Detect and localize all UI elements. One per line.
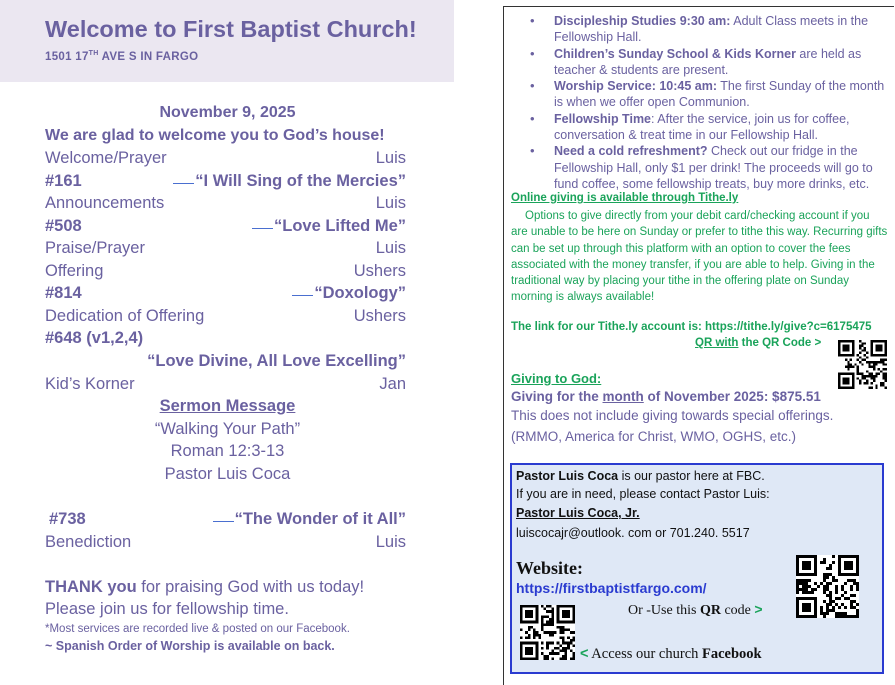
website-label: Website: [516, 558, 583, 578]
website-qr-caption: Or -Use this QR code > [628, 601, 763, 618]
list-item: • Fellowship Time: After the service, join us for coffee, conversation & treat time in our Fellowship Hall. [530, 111, 890, 144]
order-item: Welcome/Prayer Luis [45, 149, 406, 167]
underline-dash [292, 295, 313, 296]
order-item-hymn: #814 “Doxology” [45, 284, 406, 302]
website-link[interactable]: https://firstbaptistfargo.com/ [516, 580, 707, 596]
giving-note-offerings: (RMMO, America for Christ, WMO, OGHS, etc.) [511, 429, 797, 444]
giving-total: Giving for the month of November 2025: $875.51 [511, 389, 821, 404]
sermon-title: “Walking Your Path” [154, 420, 301, 438]
recording-note: *Most services are recorded live & posted on our Facebook. [45, 623, 350, 635]
list-item: • Worship Service: 10:45 am: The first Sunday of the month is when we offer open Communion. [530, 78, 890, 111]
underline-dash [213, 521, 234, 522]
list-item: • Discipleship Studies 9:30 am: Adult Class meets in the Fellowship Hall. [530, 13, 890, 46]
pastor-email-phone[interactable]: luiscocajr@outlook. com or 701.240. 5517 [516, 526, 750, 540]
list-item: • Need a cold refreshment? Check out our fridge in the Fellowship Hall, only $1 per drink! The proceeds will go to fund coffee, some fellowship treats, buy more drinks, etc. [530, 143, 890, 192]
order-item-hymn: #508 “Love Lifted Me” [45, 217, 406, 235]
website-qr-code[interactable] [796, 555, 859, 618]
fellowship-invite: Please join us for fellowship time. [45, 600, 289, 618]
order-item: Offering Ushers [45, 262, 406, 280]
pastor-intro: Pastor Luis Coca is our pastor here at FBC. [516, 469, 765, 483]
underline-dash [173, 183, 194, 184]
pastor-name: Pastor Luis Coca, Jr. [516, 506, 640, 520]
church-address: 1501 17TH AVE S IN FARGO [45, 50, 199, 63]
spanish-note: ~ Spanish Order of Worship is available on back. [45, 639, 335, 653]
tithely-link[interactable]: The link for our Tithe.ly account is: https://tithe.ly/give?c=6175475 [511, 321, 872, 333]
list-item: • Children’s Sunday School & Kids Korner are held as teacher & students are present. [530, 46, 890, 79]
welcome-message: We are glad to welcome you to God’s house! [45, 127, 385, 144]
service-date: November 9, 2025 [159, 104, 296, 121]
underline-dash [252, 228, 273, 229]
tithely-qr-code[interactable] [838, 340, 887, 389]
announcements-list [530, 13, 890, 192]
facebook-caption[interactable]: < Access our church Facebook [580, 646, 762, 662]
order-item: Praise/Prayer Luis [45, 239, 406, 257]
sermon-heading: Sermon Message [159, 397, 296, 415]
giving-note: This does not include giving towards special offerings. [511, 408, 834, 423]
order-item-hymn: #738 “The Wonder of it All” [49, 510, 406, 528]
order-item: Announcements Luis [45, 194, 406, 212]
online-giving-heading[interactable]: Online giving is available through Tithe.ly [511, 192, 739, 204]
thanks-message: THANK you for praising God with us today! [45, 578, 365, 596]
order-item-hymn: #161 “I Will Sing of the Mercies” [45, 172, 406, 190]
online-giving-text: Options to give directly from your debit card/checking account if you are unable to be here on Sunday or prefer to tithe this way. Recurring gifts can be set up through this platform with an option to cover the fees associated with the money transfer, if you are able to help. Giving in the traditional way by placing your tithe in the offering plate on Sunday morning is always available! [511, 210, 888, 304]
order-item: Dedication of Offering Ushers [45, 307, 406, 325]
sermon-pastor: Pastor Luis Coca [164, 465, 291, 483]
order-item: Benediction Luis [45, 533, 406, 551]
tithely-qr-caption: QR with the QR Code > [695, 337, 822, 349]
giving-heading: Giving to God: [511, 371, 602, 386]
page-title: Welcome to First Baptist Church! [45, 16, 417, 42]
order-item: Kid’s Korner Jan [45, 375, 406, 393]
sermon-scripture: Roman 12:3-13 [170, 442, 285, 460]
pastor-contact-prompt: If you are in need, please contact Pastor Luis: [516, 487, 770, 501]
facebook-qr-code[interactable] [520, 605, 575, 660]
hymn-title-648: “Love Divine, All Love Excelling” [147, 352, 406, 370]
order-item-hymn: #648 (v1,2,4) [45, 329, 144, 347]
